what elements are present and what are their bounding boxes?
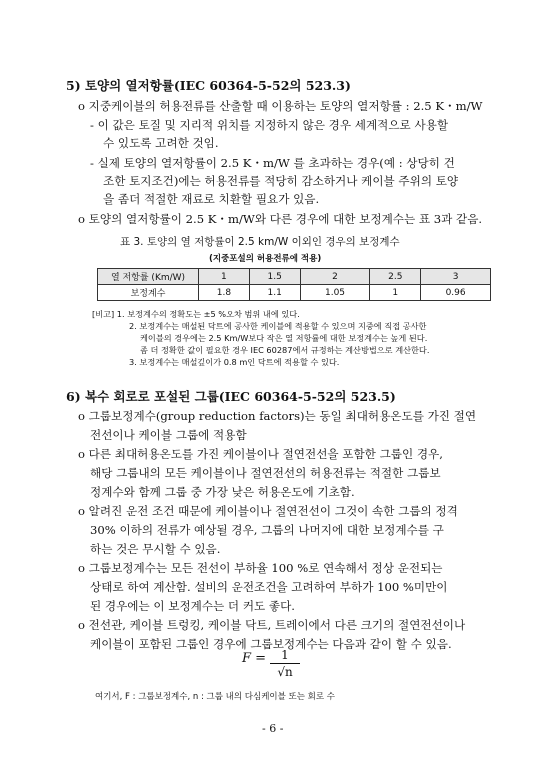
table-note: 케이블의 경우에는 2.5 Km/W보다 작은 열 저항률에 대한 보정계수는 높게 된다.	[140, 333, 428, 343]
table-subcaption: (지중포설의 허용전류에 적용)	[209, 254, 322, 264]
table-row	[98, 285, 491, 301]
formula-denominator: √n	[277, 665, 293, 679]
section-5-heading: 5) 토양의 열저항률(IEC 60364-5-52의 523.3)	[66, 78, 351, 93]
section-6-line: 30% 이하의 전류가 예상될 경우, 그룹의 나머지에 대한 보정계수를 구	[90, 523, 444, 537]
table-cell: 1	[370, 285, 421, 301]
table-cell: 1.1	[249, 285, 300, 301]
table-header-label: 열 저항률 (Km/W)	[98, 269, 199, 285]
table-header-cell: 1	[199, 269, 250, 285]
section-6-line: o 전선관, 케이블 트렁킹, 케이블 닥트, 트레이에서 다른 크기의 절연전선이나	[78, 618, 466, 632]
table-note: 3. 보정계수는 매설깊이가 0.8 m인 닥트에 적용할 수 있다.	[129, 357, 340, 367]
table-header-cell: 2.5	[370, 269, 421, 285]
table-header-row	[98, 269, 491, 285]
correction-factor-table	[97, 268, 491, 301]
table-header-cell: 2	[300, 269, 370, 285]
section-6-line: 된 경우에는 이 보정계수는 더 커도 좋다.	[90, 599, 295, 613]
section-6-line: o 알려진 운전 조건 때문에 케이블이나 절연전선이 그것이 속한 그룹의 정격	[78, 504, 458, 518]
table-caption: 표 3. 토양의 열 저항률이 2.5 km/W 이외인 경우의 보정계수	[120, 236, 400, 248]
table-cell: 1.05	[300, 285, 370, 301]
section-6-line: 케이블이 포함된 그룹인 경우에 그룹보정계수는 다음과 같이 할 수 있음.	[90, 637, 452, 651]
section-5-line: - 이 값은 토질 및 지리적 위치를 지정하지 않은 경우 세계적으로 사용할	[90, 118, 449, 132]
formula-legend: 여기서, F : 그룹보정계수, n : 그룹 내의 다심케이블 또는 회로 수	[95, 692, 335, 702]
table-cell: 1.8	[199, 285, 250, 301]
table-note: [비고] 1. 보정계수의 정확도는 ±5 %오차 범위 내에 있다.	[92, 309, 300, 319]
section-6-line: o 그룹보정계수(group reduction factors)는 동일 최대허용온도를 가진 절연	[78, 409, 477, 423]
section-6-heading: 6) 복수 회로로 포설된 그룹(IEC 60364-5-52의 523.5)	[66, 389, 396, 404]
page-number: - 6 -	[262, 722, 284, 735]
section-5-line: 을 좀더 적절한 재료로 치환할 필요가 있음.	[103, 192, 320, 206]
table-note: 2. 보정계수는 매설된 닥트에 공사한 케이블에 적용할 수 있으며 지중에 직접 공사한	[129, 321, 427, 331]
table-header-cell: 1.5	[249, 269, 300, 285]
section-5-line: 수 있도록 고려한 것임.	[103, 136, 219, 150]
section-5-line: - 실제 토양의 열저항률이 2.5 K・m/W 를 초과하는 경우(예 : 상당히 건	[90, 156, 455, 170]
section-5-line: o 토양의 열저항률이 2.5 K・m/W와 다른 경우에 대한 보정계수는 표 3과 같음.	[78, 212, 483, 226]
table-header-cell: 3	[421, 269, 491, 285]
section-5-line: 조한 토지조건)에는 허용전류를 적당히 감소하거나 케이블 주위의 토양	[103, 174, 459, 188]
section-6-line: 해당 그룹내의 모든 케이블이나 절연전선의 허용전류는 적절한 그룹보	[90, 466, 441, 480]
section-6-line: 정계수와 함께 그룹 중 가장 낮은 허용온도에 기초함.	[90, 485, 355, 499]
section-6-line: o 다른 최대허용온도를 가진 케이블이나 절연전선을 포함한 그룹인 경우,	[78, 447, 443, 461]
section-6-line: 하는 것은 무시할 수 있음.	[90, 542, 221, 556]
table-note: 좀 더 정확한 값이 필요한 경우 IEC 60287에서 규정하는 계산방법으로 계산한다.	[140, 345, 430, 355]
section-5-line: o 지중케이블의 허용전류를 산출할 때 이용하는 토양의 열저항률 : 2.5 K・m/W	[78, 99, 483, 113]
formula-numerator: 1	[270, 648, 300, 664]
section-6-line: 상태로 하여 계산함. 설비의 운전조건을 고려하여 부하가 100 %미만이	[90, 580, 448, 594]
formula-fraction	[270, 648, 300, 679]
table-row-label: 보정계수	[98, 285, 199, 301]
section-6-line: o 그룹보정계수는 모든 전선이 부하율 100 %로 연속해서 정상 운전되는	[78, 561, 443, 575]
table-cell: 0.96	[421, 285, 491, 301]
formula-lhs: F =	[242, 651, 267, 666]
section-6-line: 전선이나 케이블 그룹에 적용함	[90, 428, 247, 442]
